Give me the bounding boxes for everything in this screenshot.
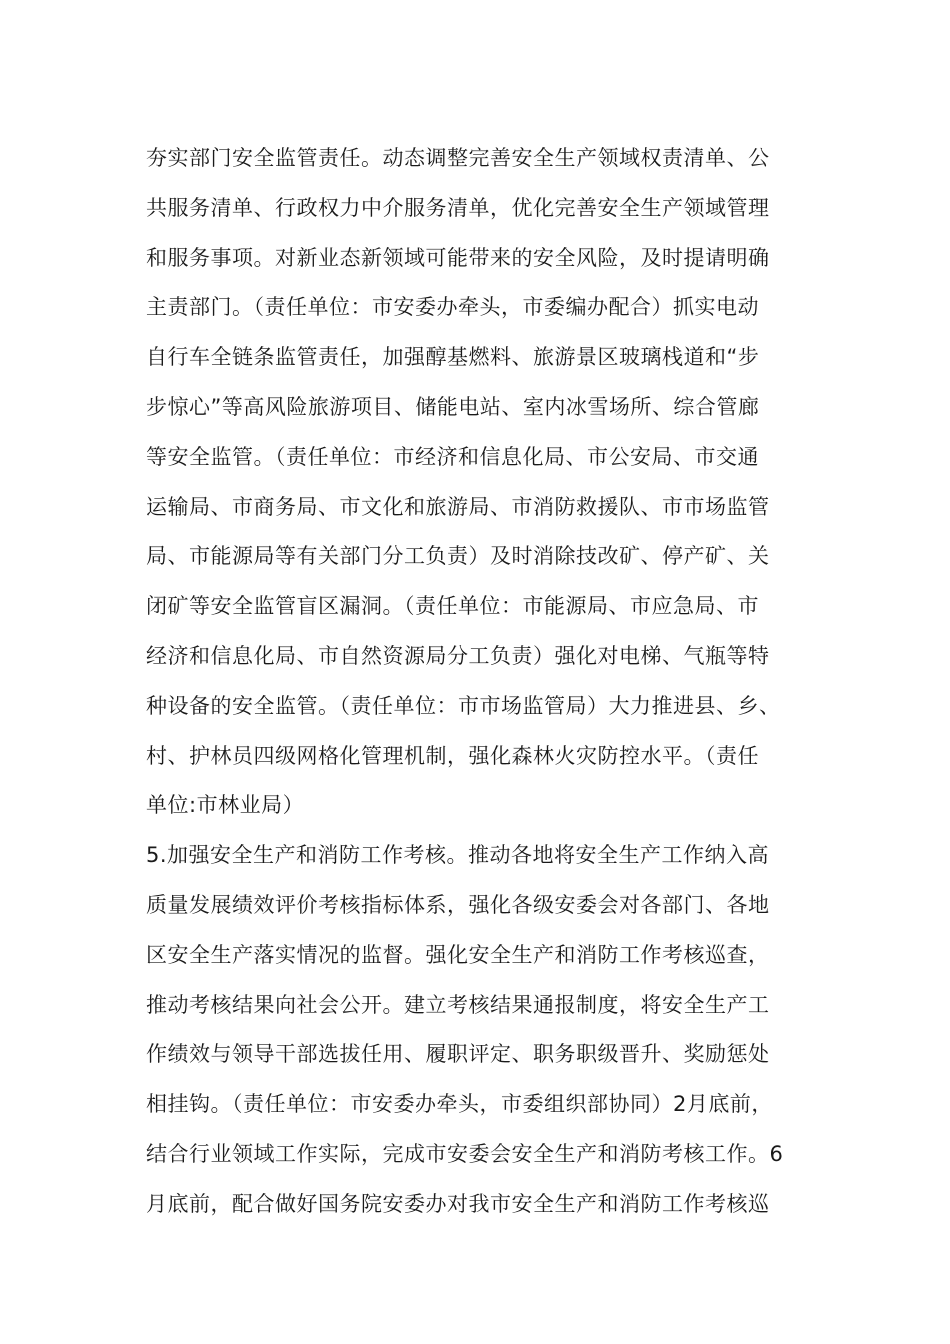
text-line: 运输局、市商务局、市文化和旅游局、市消防救援队、市市场监管 [146,494,770,519]
text-line: 闭矿等安全监管盲区漏洞。（责任单位：市能源局、市应急局、市 [146,594,759,619]
body-text [146,134,836,1230]
text-line: 月底前，配合做好国务院安委办对我市安全生产和消防工作考核巡 [146,1191,770,1216]
text-line: 村、护林员四级网格化管理机制，强化森林火灾防控水平。（责任 [146,743,759,768]
text-line: 推动考核结果向社会公开。建立考核结果通报制度，将安全生产工 [146,992,770,1017]
text-line: 步惊心”等高风险旅游项目、储能电站、室内冰雪场所、综合管廊 [146,394,760,419]
text-line: 区安全生产落实情况的监督。强化安全生产和消防工作考核巡查， [146,942,770,967]
text-line: 自行车全链条监管责任，加强醇基燃料、旅游景区玻璃栈道和“步 [146,345,760,370]
text-line: 夯实部门安全监管责任。动态调整完善安全生产领域权责清单、公 [146,146,770,170]
text-line: 局、市能源局等有关部门分工负责）及时消除技改矿、停产矿、关 [146,544,770,569]
text-line: 和服务事项。对新业态新领域可能带来的安全风险，及时提请明确 [146,245,770,270]
text-line: 经济和信息化局、市自然资源局分工负责）强化对电梯、气瓶等特 [146,643,770,668]
section-heading-line: 5.加强安全生产和消防工作考核。推动各地将安全生产工作纳入高 [146,843,770,868]
text-line: 结合行业领域工作实际，完成市安委会安全生产和消防考核工作。6 [146,1141,784,1166]
text-line: 主责部门。（责任单位：市安委办牵头，市委编办配合）抓实电动 [146,295,759,320]
text-line: 共服务清单、行政权力中介服务清单，优化完善安全生产领域管理 [146,195,770,220]
text-line: 作绩效与领导干部选拔任用、履职评定、职务职级晋升、奖励惩处 [146,1042,770,1067]
text-line: 单位:市林业局） [146,793,305,818]
text-line: 质量发展绩效评价考核指标体系，强化各级安委会对各部门、各地 [146,892,770,917]
text-line: 种设备的安全监管。（责任单位：市市场监管局）大力推进县、乡、 [146,693,781,718]
text-line: 等安全监管。（责任单位：市经济和信息化局、市公安局、市交通 [146,444,759,469]
text-line: 相挂钩。（责任单位：市安委办牵头，市委组织部协同）2月底前， [146,1092,773,1117]
